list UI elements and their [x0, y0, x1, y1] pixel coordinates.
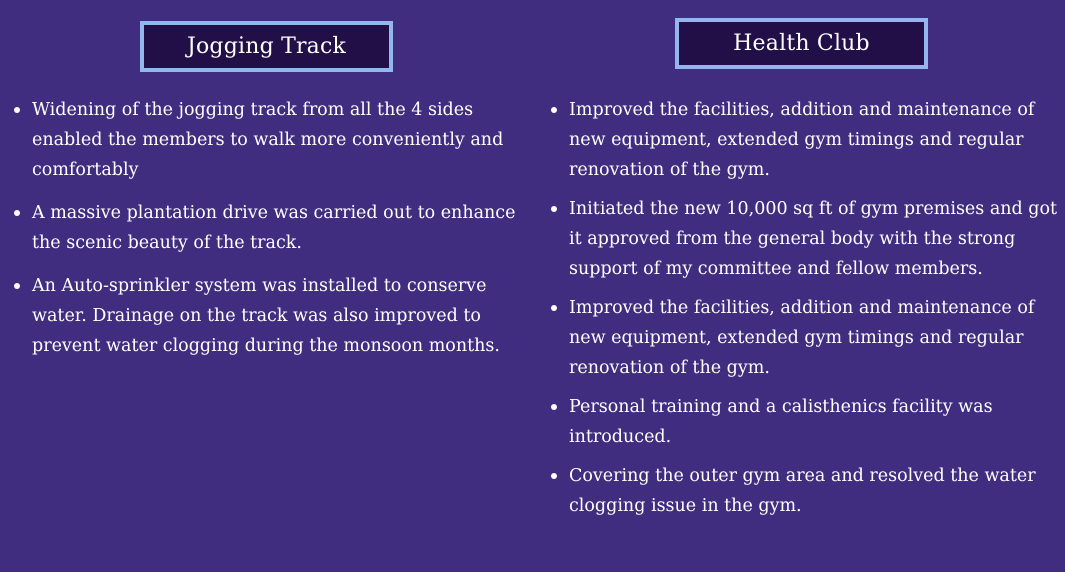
bullet-icon — [14, 283, 20, 289]
bullet-icon — [551, 107, 557, 113]
health-club-item — [549, 293, 1061, 383]
jogging-track-item-line: enabled the members to walk more conveniently and — [32, 130, 504, 150]
bullet-icon — [551, 206, 557, 212]
health-club-item — [549, 95, 1061, 185]
jogging-track-item — [12, 95, 522, 185]
health-club-title — [675, 18, 928, 69]
jogging-track-item-line: water. Drainage on the track was also improved to — [32, 306, 481, 326]
health-club-item-line: Personal training and a calisthenics facility was — [569, 397, 993, 417]
health-club-item-line: renovation of the gym. — [569, 358, 770, 378]
bullet-icon — [551, 473, 557, 479]
jogging-track-title — [140, 21, 393, 72]
health-club-item-line: clogging issue in the gym. — [569, 496, 802, 516]
health-club-item-line: Improved the facilities, addition and maintenance of — [569, 100, 1035, 120]
jogging-track-item-line: prevent water clogging during the monsoon months. — [32, 336, 500, 356]
jogging-track-title-text: Jogging Track — [186, 34, 347, 59]
health-club-item — [549, 461, 1061, 521]
health-club-item-line: new equipment, extended gym timings and regular — [569, 328, 1024, 348]
health-club-item-line: it approved from the general body with the strong — [569, 229, 1016, 249]
health-club-item — [549, 194, 1061, 284]
jogging-track-list — [12, 95, 522, 374]
bullet-icon — [14, 210, 20, 216]
health-club-item-line: Covering the outer gym area and resolved the water — [569, 466, 1036, 486]
jogging-track-item-line: An Auto-sprinkler system was installed to conserve — [32, 276, 487, 296]
health-club-item-line: renovation of the gym. — [569, 160, 770, 180]
jogging-track-item-line: Widening of the jogging track from all the 4 sides — [32, 100, 474, 120]
health-club-title-text: Health Club — [733, 31, 870, 56]
jogging-track-item — [12, 271, 522, 361]
jogging-track-item — [12, 198, 522, 258]
jogging-track-item-line: A massive plantation drive was carried out to enhance — [32, 203, 516, 223]
bullet-icon — [551, 404, 557, 410]
health-club-item-line: Improved the facilities, addition and maintenance of — [569, 298, 1035, 318]
health-club-item — [549, 392, 1061, 452]
health-club-item-line: Initiated the new 10,000 sq ft of gym premises and got — [569, 199, 1058, 219]
bullet-icon — [551, 305, 557, 311]
health-club-item-line: introduced. — [569, 427, 672, 447]
health-club-item-line: support of my committee and fellow members. — [569, 259, 983, 279]
bullet-icon — [14, 107, 20, 113]
jogging-track-item-line: the scenic beauty of the track. — [32, 233, 302, 253]
jogging-track-item-line: comfortably — [32, 160, 139, 180]
health-club-item-line: new equipment, extended gym timings and regular — [569, 130, 1024, 150]
health-club-list — [549, 95, 1061, 530]
